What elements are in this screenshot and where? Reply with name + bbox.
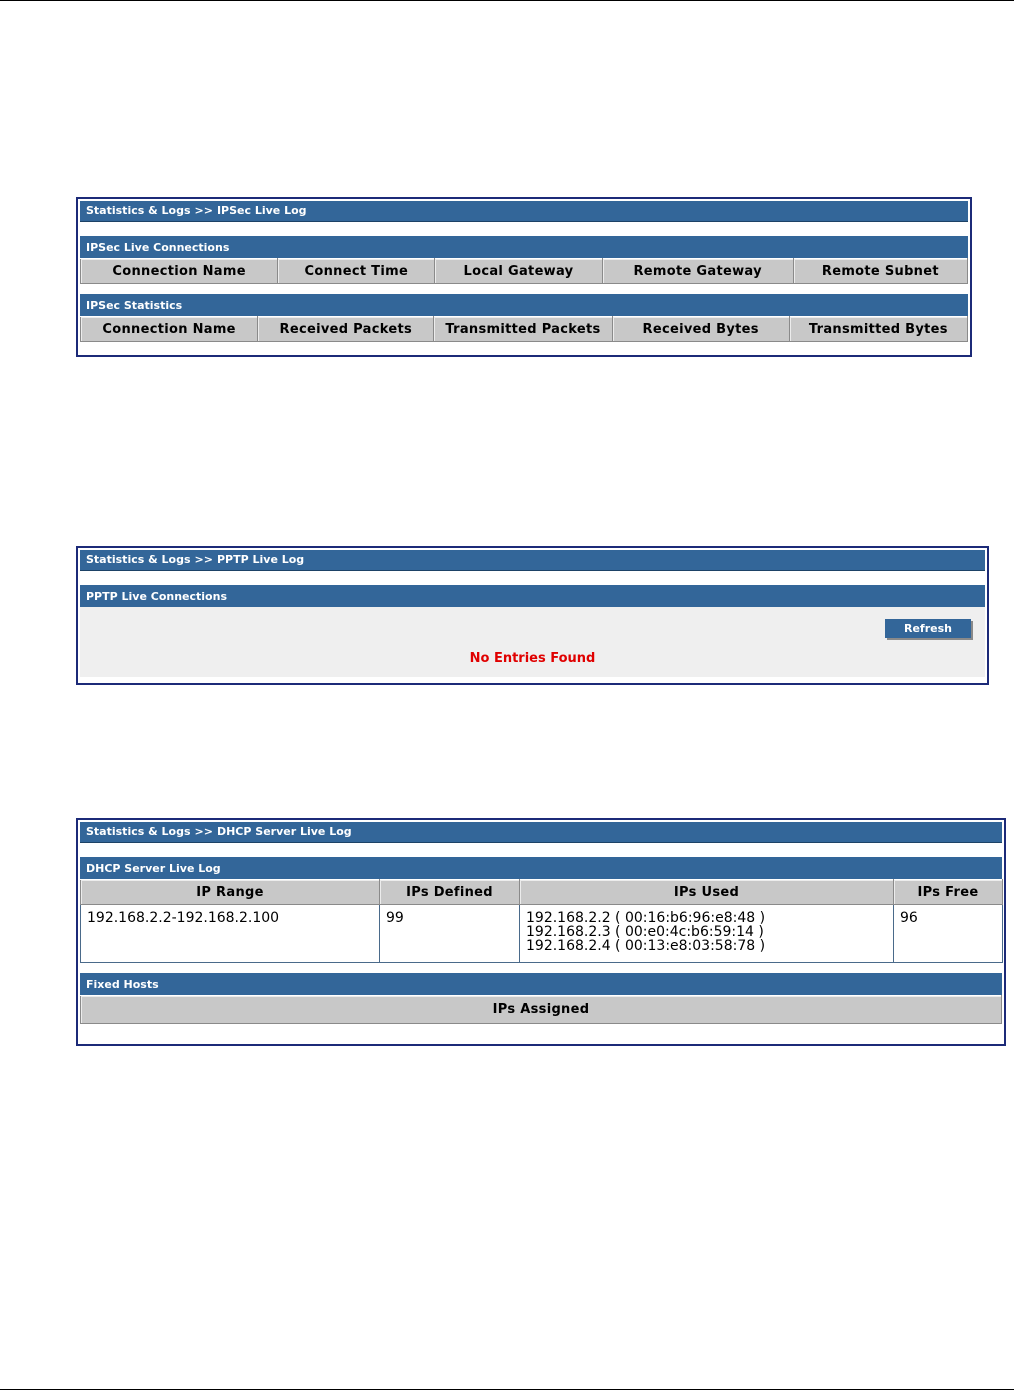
ipsec-connections-table	[80, 258, 968, 284]
breadcrumb-current: IPSec Live Log	[216, 204, 307, 217]
pptp-connections-body	[80, 607, 985, 677]
breadcrumb-separator: >>	[194, 553, 213, 566]
refresh-button[interactable]: Refresh	[885, 619, 971, 638]
ips-free-cell: 96	[894, 905, 1003, 963]
column-header: IPs Assigned	[81, 996, 1002, 1024]
column-header: Transmitted Packets	[434, 317, 612, 342]
column-header: IPs Used	[520, 880, 894, 905]
dhcp-server-live-log-panel	[76, 818, 1006, 1046]
table-header-row	[81, 880, 1003, 905]
section-pptp-live-connections: PPTP Live Connections	[80, 585, 985, 607]
used-ip-entry: 192.168.2.2 ( 00:16:b6:96:e8:48 )	[526, 910, 766, 926]
ipsec-live-log-panel	[76, 197, 972, 357]
breadcrumb	[80, 822, 1002, 843]
section-ipsec-live-connections: IPSec Live Connections	[80, 236, 968, 258]
section-fixed-hosts: Fixed Hosts	[80, 973, 1002, 995]
ips-defined-cell: 99	[380, 905, 520, 963]
column-header: Local Gateway	[435, 259, 602, 284]
column-header: Remote Gateway	[602, 259, 793, 284]
no-entries-message: No Entries Found	[469, 651, 596, 666]
table-header-row	[81, 259, 968, 284]
table-header-row	[81, 996, 1002, 1024]
used-ip-entry: 192.168.2.4 ( 00:13:e8:03:58:78 )	[526, 938, 766, 954]
breadcrumb-separator: >>	[194, 825, 213, 838]
column-header: IPs Free	[894, 880, 1003, 905]
table-row	[81, 905, 1003, 963]
section-dhcp-server-live-log: DHCP Server Live Log	[80, 857, 1002, 879]
column-header: Received Packets	[258, 317, 434, 342]
column-header: Connection Name	[81, 259, 278, 284]
pptp-live-log-panel	[76, 546, 989, 685]
used-ip-entry: 192.168.2.3 ( 00:e0:4c:b6:59:14 )	[526, 924, 764, 940]
breadcrumb-parent: Statistics & Logs	[86, 825, 191, 838]
bottom-rule	[0, 1389, 1014, 1390]
column-header: Connect Time	[278, 259, 435, 284]
spacer	[80, 963, 1002, 973]
breadcrumb	[80, 201, 968, 222]
ipsec-statistics-table	[80, 316, 968, 342]
column-header: IPs Defined	[380, 880, 520, 905]
ips-used-cell	[520, 905, 894, 963]
dhcp-leases-table	[80, 879, 1003, 963]
top-rule	[0, 0, 1014, 1]
table-header-row	[81, 317, 968, 342]
ip-range-cell: 192.168.2.2-192.168.2.100	[81, 905, 380, 963]
breadcrumb-separator: >>	[194, 204, 213, 217]
column-header: IP Range	[81, 880, 380, 905]
spacer	[80, 571, 985, 585]
breadcrumb-current: DHCP Server Live Log	[216, 825, 352, 838]
fixed-hosts-table	[80, 995, 1002, 1024]
breadcrumb-parent: Statistics & Logs	[86, 553, 191, 566]
spacer	[80, 222, 968, 236]
breadcrumb-current: PPTP Live Log	[216, 553, 305, 566]
column-header: Connection Name	[81, 317, 258, 342]
spacer	[80, 284, 968, 294]
column-header: Remote Subnet	[793, 259, 967, 284]
column-header: Received Bytes	[612, 317, 789, 342]
section-ipsec-statistics: IPSec Statistics	[80, 294, 968, 316]
breadcrumb	[80, 550, 985, 571]
column-header: Transmitted Bytes	[789, 317, 967, 342]
breadcrumb-parent: Statistics & Logs	[86, 204, 191, 217]
spacer	[80, 843, 1002, 857]
